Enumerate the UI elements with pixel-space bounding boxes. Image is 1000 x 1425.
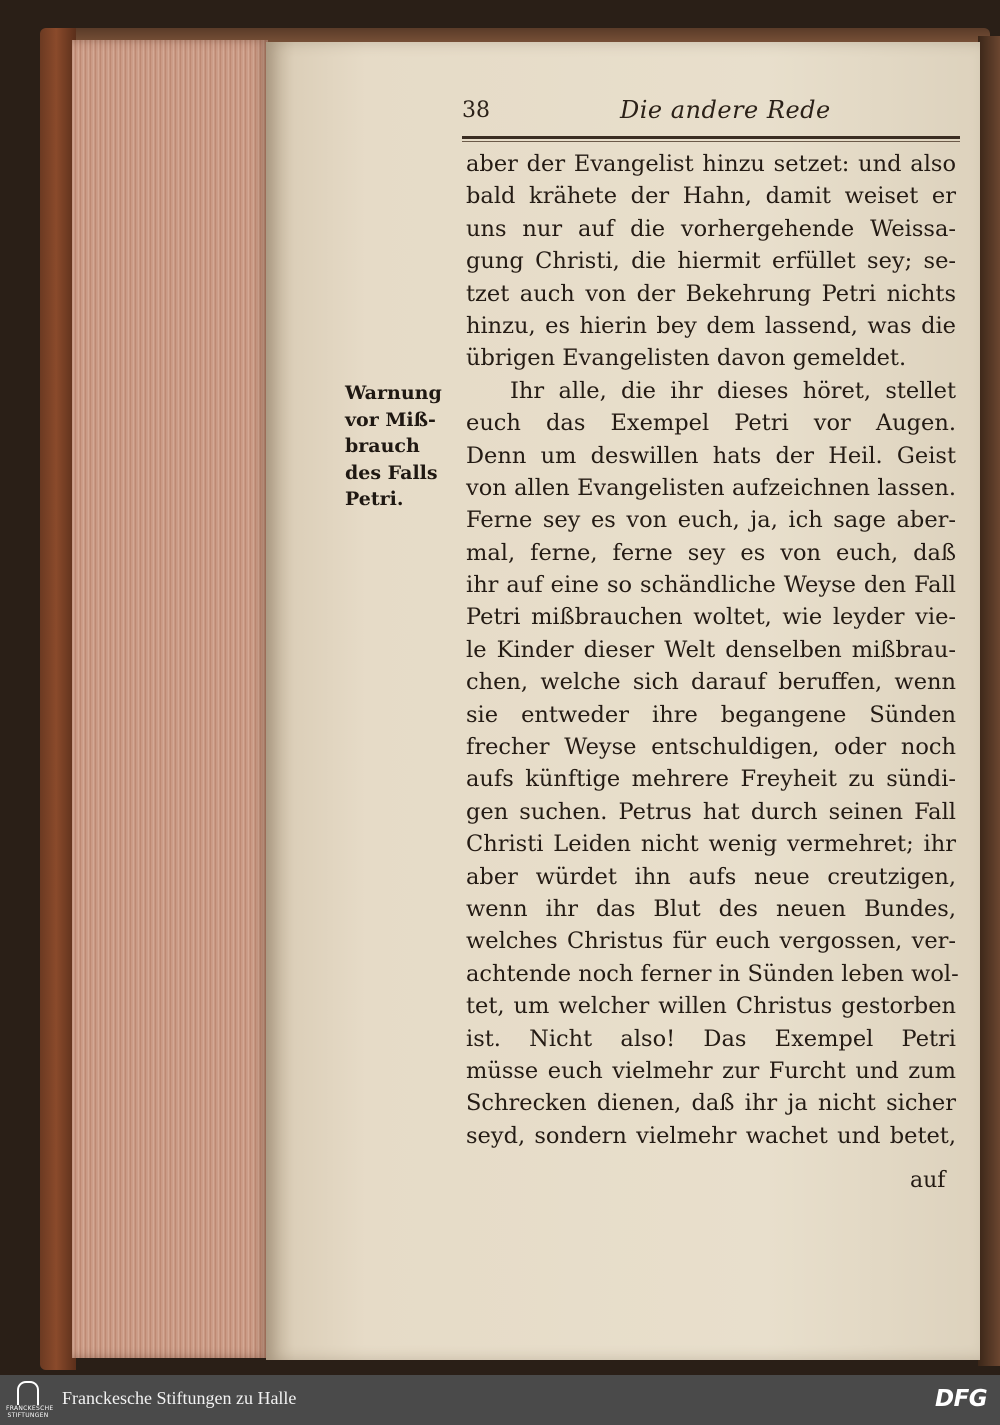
text-line: frecher Weyse entschuldigen, oder noch	[466, 734, 956, 761]
institution-logo-icon	[17, 1381, 39, 1405]
marginal-note-line: vor Miß-	[345, 408, 436, 431]
text-line: Christi Leiden nicht wenig vermehret; ihr	[466, 831, 956, 858]
book-cover-left	[40, 28, 76, 1370]
page-number: 38	[462, 98, 490, 123]
text-line: Schrecken dienen, daß ihr ja nicht sicher	[466, 1090, 956, 1117]
text-line: sie entweder ihre begangene Sünden	[466, 701, 956, 728]
dfg-logo[interactable]: DFG	[935, 1386, 988, 1412]
text-line: ist. Nicht also! Das Exempel Petri	[466, 1025, 956, 1052]
text-line: chen, welche sich darauf beruffen, wenn	[466, 669, 956, 696]
text-line: aufs künftige mehrere Freyheit zu sündi-	[466, 766, 956, 793]
text-line: le Kinder dieser Welt denselben mißbrau-	[466, 636, 956, 663]
logo-text-line2: STIFTUNGEN	[7, 1412, 49, 1419]
text-line: mal, ferne, ferne sey es von euch, daß	[466, 539, 956, 566]
text-line: Ferne sey es von euch, ja, ich sage aber-	[466, 507, 956, 534]
text-line: wenn ihr das Blut des neuen Bundes,	[466, 895, 956, 922]
text-line: Denn um deswillen hats der Heil. Geist	[466, 442, 956, 469]
text-line: uns nur auf die vorhergehende Weissa-	[466, 215, 956, 242]
marginal-note-line: Petri.	[345, 488, 404, 510]
page-header	[462, 96, 962, 136]
page-edges	[72, 40, 268, 1358]
marginal-note	[345, 380, 460, 513]
institution-name: Franckesche Stiftungen zu Halle	[62, 1388, 297, 1408]
marginal-note-line: des Falls	[345, 461, 438, 484]
text-line: aber der Evangelist hinzu setzet: und also	[466, 151, 956, 177]
text-line: aber würdet ihn aufs neue creutzigen,	[466, 863, 956, 890]
viewer-footer	[0, 1375, 1000, 1425]
text-line: ihr auf eine so schändliche Weyse den Fall	[466, 572, 956, 599]
text-line: achtende noch ferner in Sünden leben wol-	[466, 960, 959, 987]
body-text	[466, 148, 959, 1152]
logo-text-line1: FRANCKESCHE	[6, 1405, 54, 1412]
header-rule	[462, 136, 960, 139]
header-rule-thin	[462, 141, 960, 142]
marginal-note-line: Warnung	[345, 382, 442, 404]
running-head: Die andere Rede	[620, 96, 831, 124]
catchword: auf	[910, 1168, 946, 1193]
text-line: von allen Evangelisten aufzeichnen lassen.	[466, 474, 956, 501]
book-cover-right	[978, 36, 1000, 1366]
text-line: tet, um welcher willen Christus gestorben	[466, 993, 956, 1020]
text-line: seyd, sondern vielmehr wachet und betet,	[466, 1122, 956, 1149]
text-line: gung Christi, die hiermit erfüllet sey; se-	[466, 248, 956, 275]
text-line: Ihr alle, die ihr dieses höret, stellet	[510, 377, 956, 404]
institution-logo[interactable]	[6, 1379, 54, 1421]
text-line: übrigen Evangelisten davon gemeldet.	[466, 345, 907, 372]
text-line: gen suchen. Petrus hat durch seinen Fall	[466, 798, 956, 825]
text-line: hinzu, es hierin bey dem lassend, was die	[466, 312, 956, 339]
text-line: bald krähete der Hahn, damit weiset er	[466, 183, 956, 210]
text-line: welches Christus für euch vergossen, ver-	[466, 928, 956, 955]
text-line: Petri mißbrauchen woltet, wie leyder vie-	[466, 604, 956, 631]
text-line: tzet auch von der Bekehrung Petri nichts	[466, 280, 956, 307]
text-line: müsse euch vielmehr zur Furcht und zum	[466, 1057, 956, 1084]
text-line: euch das Exempel Petri vor Augen.	[466, 410, 956, 437]
marginal-note-line: brauch	[345, 435, 420, 457]
